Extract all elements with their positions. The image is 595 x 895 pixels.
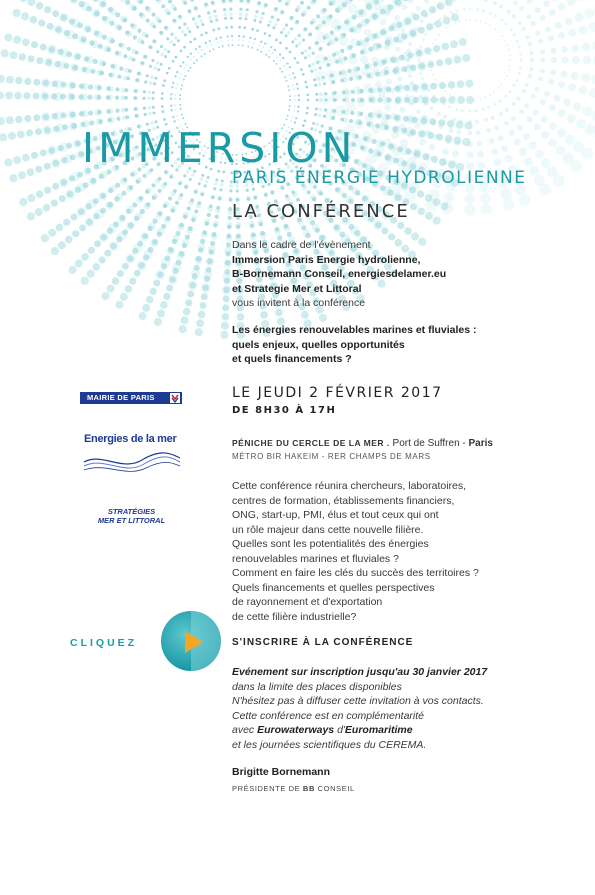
theme-line: Les énergies renouvelables marines et fluviales : (232, 324, 477, 336)
cliquez-link[interactable]: CLIQUEZ (70, 637, 138, 649)
euromaritime-name: Euromaritime (344, 724, 413, 736)
event-line-partners (232, 723, 572, 738)
play-icon (161, 611, 221, 671)
strategies-mer-littoral-logo (79, 508, 184, 525)
event-hours: DE 8H30 À 17H (232, 405, 337, 416)
description-line: de cette filière industrielle? (232, 610, 357, 623)
mairie-de-paris-logo (80, 392, 182, 404)
intro-line-invite: vous invitent à la conférence (232, 297, 366, 309)
venue-place: PÉNICHE DU CERCLE DE LA MER . (232, 438, 390, 448)
waves-icon (82, 448, 182, 478)
venue-city: Paris (468, 438, 493, 449)
energies-de-la-mer-logo: Energies de la mer (84, 433, 177, 445)
description-line: Quelles sont les potentialités des énergies (232, 538, 429, 550)
intro-line-partner: et Strategie Mer et Littoral (232, 282, 362, 295)
event-details (232, 665, 572, 752)
theme-line: et quels financements ? (232, 353, 352, 365)
event-line: Cette conférence est en complémentarité (232, 709, 425, 722)
intro-line-event: Immersion Paris Energie hydrolienne, (232, 253, 421, 266)
strategies-logo-line: STRATÉGIES (107, 507, 156, 516)
paris-flag-icon (170, 393, 180, 403)
description-line: ONG, start-up, PMI, élus et tout ceux qui ont (232, 509, 439, 521)
immersion-logo-title: IMMERSION (82, 124, 357, 172)
role-text: CONSEIL (314, 784, 355, 793)
intro-line-organizers: B-Bornemann Conseil, energiesdelamer.eu (232, 268, 447, 280)
venue (232, 438, 493, 449)
event-line: dans la limite des places disponibles (232, 680, 402, 693)
signature-role (232, 784, 355, 793)
description-line: Comment en faire les clés du succès des territoires ? (232, 567, 479, 579)
conference-title: LA CONFÉRENCE (232, 201, 410, 222)
event-line: et les journées scientifiques du CEREMA. (232, 738, 427, 751)
intro-paragraph (232, 238, 562, 311)
conference-theme (232, 323, 562, 367)
venue-address: Port de Suffren - (389, 438, 469, 449)
role-text: PRÉSIDENTE DE (232, 784, 303, 793)
immersion-logo-subtitle: PARIS ÉNERGIE HYDROLIENNE (232, 168, 527, 188)
description-line: centres de formation, établissements financiers, (232, 494, 455, 507)
signature-name: Brigitte Bornemann (232, 766, 331, 778)
description-line: de rayonnement et d'exportation (232, 596, 383, 608)
event-date: LE JEUDI 2 FÉVRIER 2017 (232, 385, 443, 401)
description-line: Cette conférence réunira chercheurs, laboratoires, (232, 480, 467, 492)
strategies-logo-line: MER ET LITTORAL (97, 515, 166, 525)
register-link[interactable]: S'INSCRIRE À LA CONFÉRENCE (232, 637, 414, 648)
description-line: renouvelables marines et fluviales ? (232, 552, 399, 565)
conference-description (232, 479, 562, 624)
eurowaterways-name: Eurowaterways (257, 724, 335, 736)
event-text: avec (232, 724, 258, 736)
venue-transport: MÉTRO BIR HAKEIM - RER CHAMPS DE MARS (232, 452, 431, 461)
theme-line: quels enjeux, quelles opportunités (232, 338, 405, 351)
register-play-button[interactable] (161, 611, 221, 671)
description-line: un rôle majeur dans cette nouvelle filière. (232, 523, 424, 536)
mairie-logo-text: MAIRIE DE PARIS (87, 393, 155, 402)
intro-line: Dans le cadre de l'évènement (232, 239, 371, 251)
event-deadline: Evénement sur inscription jusqu'au 30 janvier 2017 (232, 666, 488, 678)
description-line: Quels financements et quelles perspectives (232, 581, 435, 594)
event-line: N'hésitez pas à diffuser cette invitation à vos contacts. (232, 695, 484, 707)
role-company: BB (302, 784, 315, 793)
event-text: d' (334, 724, 345, 736)
